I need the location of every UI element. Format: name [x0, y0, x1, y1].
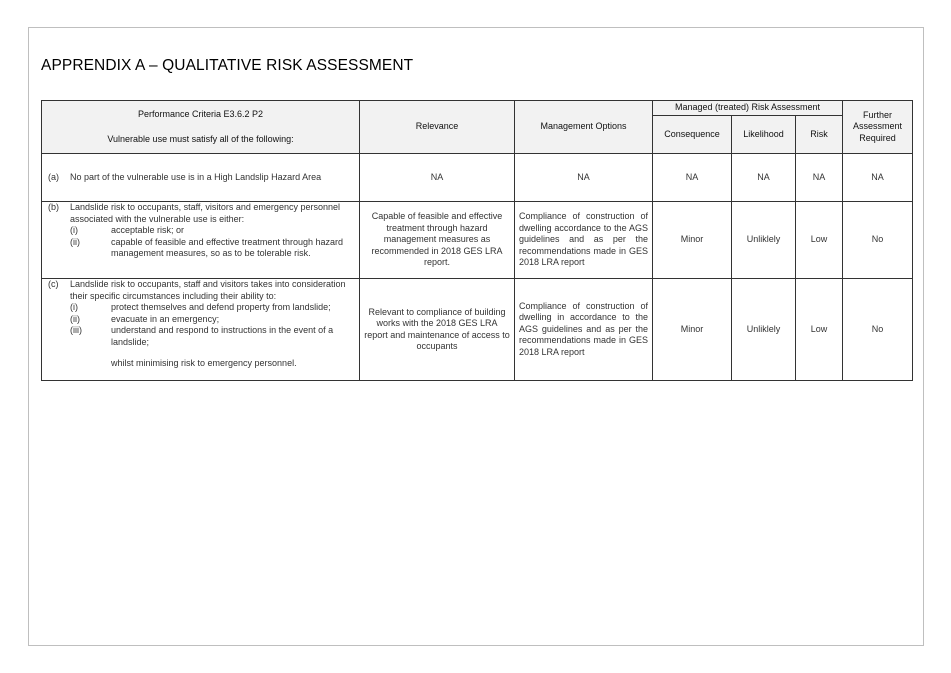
header-criteria-title: Performance Criteria E3.6.2 P2	[137, 108, 264, 119]
further-assessment-cell: No	[843, 202, 913, 279]
header-consequence: Consequence	[653, 116, 732, 154]
subitem-numeral: (iii)	[70, 325, 82, 335]
subitem-text: understand and respond to instructions in the event of a landslide;	[111, 325, 334, 347]
likelihood-cell: Unliklely	[732, 202, 796, 279]
consequence-cell: Minor	[653, 279, 732, 381]
relevance-cell: Capable of feasible and effective treatment through hazard management measures as recommended in 2018 GES LRA report.	[360, 202, 515, 279]
relevance-cell: Relevant to compliance of building works with the 2018 GES LRA report and maintenance of access to occupants	[360, 279, 515, 381]
criteria-text: Landslide risk to occupants, staff and visitors takes into consideration their specific circumstances including their ability to:	[70, 279, 346, 301]
further-assessment-cell: No	[843, 279, 913, 381]
criteria-letter: (b)	[48, 202, 59, 212]
criteria-cell	[42, 279, 360, 381]
header-risk: Risk	[796, 116, 843, 154]
management-cell: NA	[515, 154, 653, 202]
risk-cell: NA	[796, 154, 843, 202]
criteria-letter: (a)	[48, 171, 59, 182]
criteria-subitem	[70, 325, 355, 348]
subitem-text: evacuate in an emergency;	[111, 313, 220, 324]
consequence-cell: NA	[653, 154, 732, 202]
subitem-numeral: (ii)	[70, 236, 80, 247]
page-title: APPRENDIX A – QUALITATIVE RISK ASSESSMENT	[41, 57, 414, 74]
further-assessment-cell: NA	[843, 154, 913, 202]
subitem-text: protect themselves and defend property from landslide;	[111, 302, 331, 312]
consequence-cell: Minor	[653, 202, 732, 279]
risk-assessment-table	[41, 100, 913, 381]
criteria-subitem	[70, 302, 355, 314]
subitem-numeral: (ii)	[70, 313, 80, 324]
header-managed-risk-assessment: Managed (treated) Risk Assessment	[653, 101, 843, 116]
header-criteria-subtitle: Vulnerable use must satisfy all of the following:	[107, 134, 294, 144]
criteria-letter: (c)	[48, 279, 59, 289]
criteria-cell	[42, 202, 360, 279]
likelihood-cell: Unliklely	[732, 279, 796, 381]
criteria-subitem	[70, 225, 355, 237]
likelihood-cell: NA	[732, 154, 796, 202]
relevance-cell: NA	[360, 154, 515, 202]
table-row	[42, 154, 913, 202]
header-performance-criteria	[42, 101, 360, 154]
subitem-text: capable of feasible and effective treatment through hazard management measures, so as to be tolerable risk.	[111, 236, 343, 258]
table-row	[42, 279, 913, 381]
criteria-subitem	[70, 314, 355, 326]
header-further-assessment: Further Assessment Required	[843, 101, 913, 154]
document-page	[28, 27, 924, 646]
subitem-text: acceptable risk; or	[111, 225, 185, 235]
criteria-text: No part of the vulnerable use is in a High Landslip Hazard Area	[70, 171, 322, 182]
criteria-text: Landslide risk to occupants, staff, visitors and emergency personnel associated with the vulnerable use is either:	[70, 202, 340, 224]
criteria-closing-text: whilst minimising risk to emergency personnel.	[111, 358, 297, 368]
header-management-options: Management Options	[515, 101, 653, 154]
management-cell: Compliance of construction of dwelling in accordance to the AGS guidelines and as per the recommendations made in GES 2018 LRA report	[515, 279, 653, 381]
criteria-cell	[42, 154, 360, 202]
header-likelihood: Likelihood	[732, 116, 796, 154]
risk-cell: Low	[796, 202, 843, 279]
criteria-subitem	[70, 237, 355, 260]
subitem-numeral: (i)	[70, 302, 78, 312]
table-row	[42, 202, 913, 279]
subitem-numeral: (i)	[70, 225, 78, 235]
management-cell: Compliance of construction of dwelling accordance to the AGS guidelines and as per the recommendations made in GES 2018 LRA report	[515, 202, 653, 279]
header-relevance: Relevance	[360, 101, 515, 154]
risk-cell: Low	[796, 279, 843, 381]
